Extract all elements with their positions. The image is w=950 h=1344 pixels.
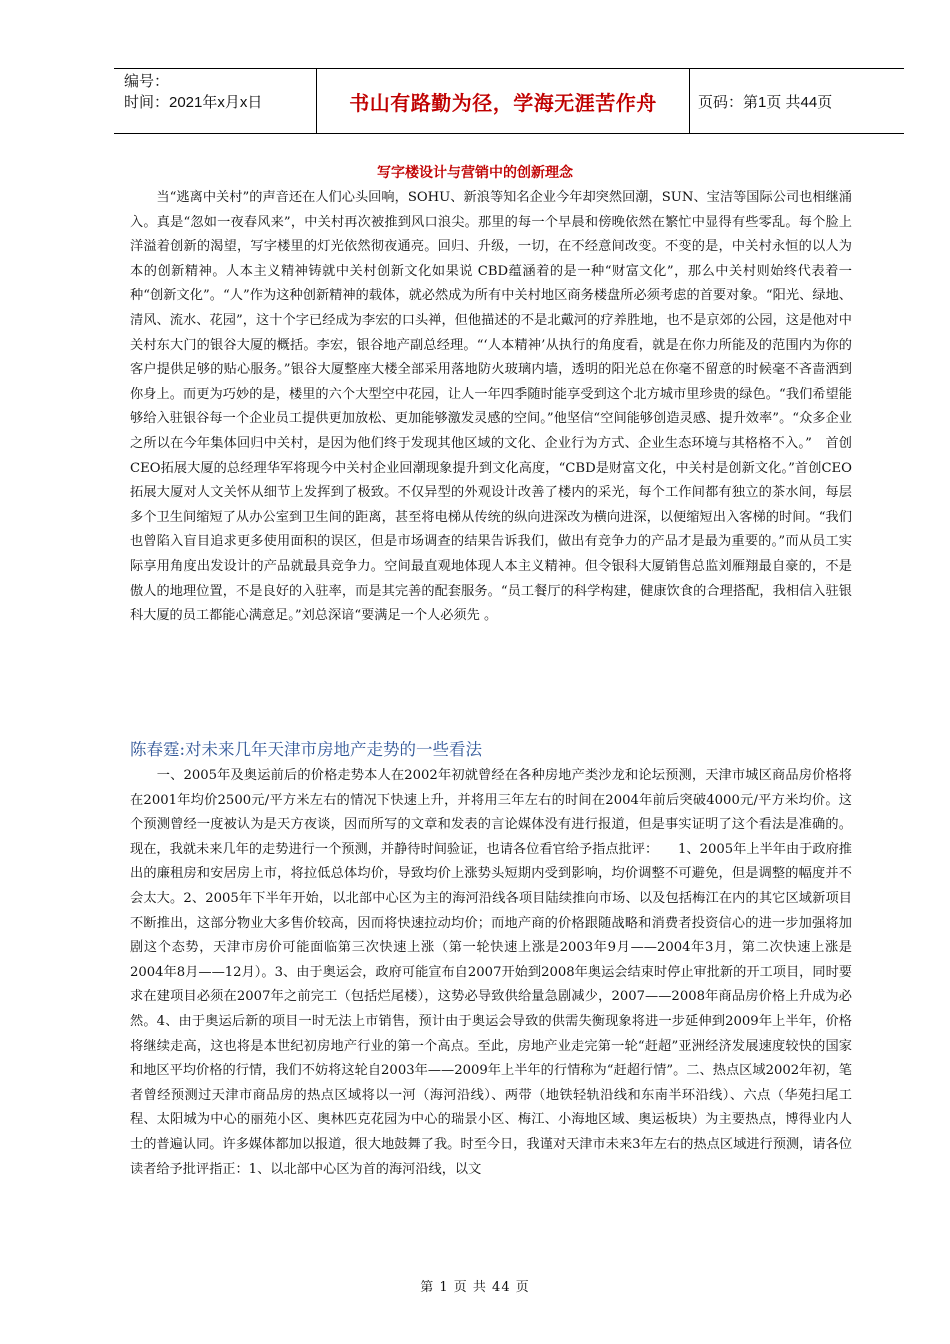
article2-title: 陈春霆:对未来几年天津市房地产走势的一些看法	[130, 740, 483, 759]
header-motto: 书山有路勤为径，学海无涯苦作舟	[316, 69, 690, 133]
header-number-label: 编号：	[124, 73, 170, 90]
article1-body: 当“逃离中关村”的声音还在人们心头回响，SOHU、新浪等知名企业今年却突然回潮，SUN、宝洁等国际公司也相继涌入。真是“忽如一夜春风来”，中关村再次被推到风口浪尖。那里的每一个早晨和傍晚依然在繁忙中显得有些零乱。每个脸上洋溢着创新的渴望，写字楼里的灯光依然彻夜通亮。回归、升级，一切，在不经意间改变。不变的是，中关村永恒的以人为本的创新精神。人本主义精神铸就中关村创新文化如果说 CBD蕴涵着的是一种“财富文化”，那么中关村则始终代表着一种“创新文化”。“人”作为这种创新精神的载体，就必然成为所有中关村地区商务楼盘所必须考虑的首要对象。“阳光、绿地、清风、流水、花园”，这十个字已经成为李宏的口头禅，但他描述的不是北戴河的疗养胜地，也不是京郊的公园，这是他对中关村东大门的银谷大厦的概括。李宏，银谷地产副总经理。“‘人本精神’从执行的角度看，就是在你力所能及的范围内为你的客户提供足够的贴心服务。”银谷大厦整座大楼全部采用落地防火玻璃内墙，透明的阳光总在你毫不留意的时候毫不吝啬洒到你身上。而更为巧妙的是，楼里的六个大型空中花园，让人一年四季随时能享受到这个北方城市里珍贵的绿色。“我们希望能够给入驻银谷每一个企业员工提供更加放松、更加能够激发灵感的空间。”他坚信“空间能够创造灵感、提升效率”。“众多企业之所以在今年集体回归中关村，是因为他们终于发现其他区域的文化、企业行为方式、企业生态环境与其格格不入。” 首创CEO拓展大厦的总经理华军将现今中关村企业回潮现象提升到文化高度，“CBD是财富文化，中关村是创新文化。”首创CEO拓展大厦对人文关怀从细节上发挥到了极致。不仅异型的外观设计改善了楼内的采光，每个工作间都有独立的茶水间，每层多个卫生间缩短了从办公室到卫生间的距离，甚至将电梯从传统的纵向进深改为横向进深，以便缩短出入客梯的时间。“我们也曾陷入盲目追求更多使用面积的误区，但是市场调查的结果告诉我们，做出有竞争力的产品才是最为重要的。”而从员工实际享用角度出发设计的产品就最具竞争力。空间最直观地体现人本主义精神。但令银科大厦销售总监刘雁翔最自豪的，不是傲人的地理位置，不是良好的入驻率，而是其完善的配套服务。“员工餐厅的科学构建，健康饮食的合理搭配，我相信入驻银科大厦的员工都能心满意足。”刘总深谙“要满足一个人必须先 。	[130, 190, 852, 624]
page-footer: 第 1 页 共 44 页	[420, 1280, 530, 1295]
document-header	[114, 68, 904, 134]
article1-title: 写字楼设计与营销中的创新理念	[377, 165, 573, 181]
article2-body: 一、2005年及奥运前后的价格走势本人在2002年初就曾经在各种房地产类沙龙和论坛预测，天津市城区商品房价格将在2001年均价2500元/平方米左右的情况下快速上升，并将用三年左右的时间在2004年前后突破4000元/平方米均价。这个预测曾经一度被认为是天方夜谈，因而所写的文章和发表的言论媒体没有进行报道，但是事实证明了这个看法是准确的。现在，我就未来几年的走势进行一个预测，并静待时间验证，也请各位看官给予指点批评： 1、2005年上半年由于政府推出的廉租房和安居房上市，将拉低总体均价，导致均价上涨势头短期内受到影响，均价调整不可避免，但是调整的幅度并不会太大。2、2005年下半年开始，以北部中心区为主的海河沿线各项目陆续推向市场、以及包括梅江在内的其它区域新项目不断推出，这部分物业大多售价较高，因而将快速拉动均价；而地产商的价格跟随战略和消费者投资信心的进一步加强将加剧这个态势，天津市房价可能面临第三次快速上涨（第一轮快速上涨是2003年9月——2004年3月，第二次快速上涨是2004年8月——12月）。3、由于奥运会，政府可能宣布自2007开始到2008年奥运会结束时停止审批新的开工项目，同时要求在建项目必须在2007年之前完工（包括烂尾楼），这势必导致供给量急剧减少，2007——2008年商品房价格上升成为必然。4、由于奥运后新的项目一时无法上市销售，预计由于奥运会导致的供需失衡现象将进一步延伸到2009年上半年，价格将继续走高，这也将是本世纪初房地产行业的第一个高点。至此，房地产业走完第一轮“赶超”亚洲经济发展速度较快的国家和地区平均价格的行情，我们不妨将这轮自2003年——2009年上半年的行情称为“赶超行情”。二、热点区域2002年初，笔者曾经预测过天津市商品房的热点区域将以一河（海河沿线）、两带（地铁轻轨沿线和东南半环沿线）、六点（华苑扫尾工程、太阳城为中心的丽苑小区、奥林匹克花园为中心的瑞景小区、梅江、小海地区域、奥运板块）为主要热点，博得业内人士的普遍认同。许多媒体都加以报道，很大地鼓舞了我。时至今日，我谨对天津市未来3年左右的热点区域进行预测，请各位读者给予批评指正：1、以北部中心区为首的海河沿线，以文	[130, 768, 852, 1177]
header-time-label: 时间：2021年x月x日	[124, 94, 263, 111]
header-meta	[114, 69, 316, 133]
header-page-label: 页码：第1页 共44页	[698, 93, 833, 111]
